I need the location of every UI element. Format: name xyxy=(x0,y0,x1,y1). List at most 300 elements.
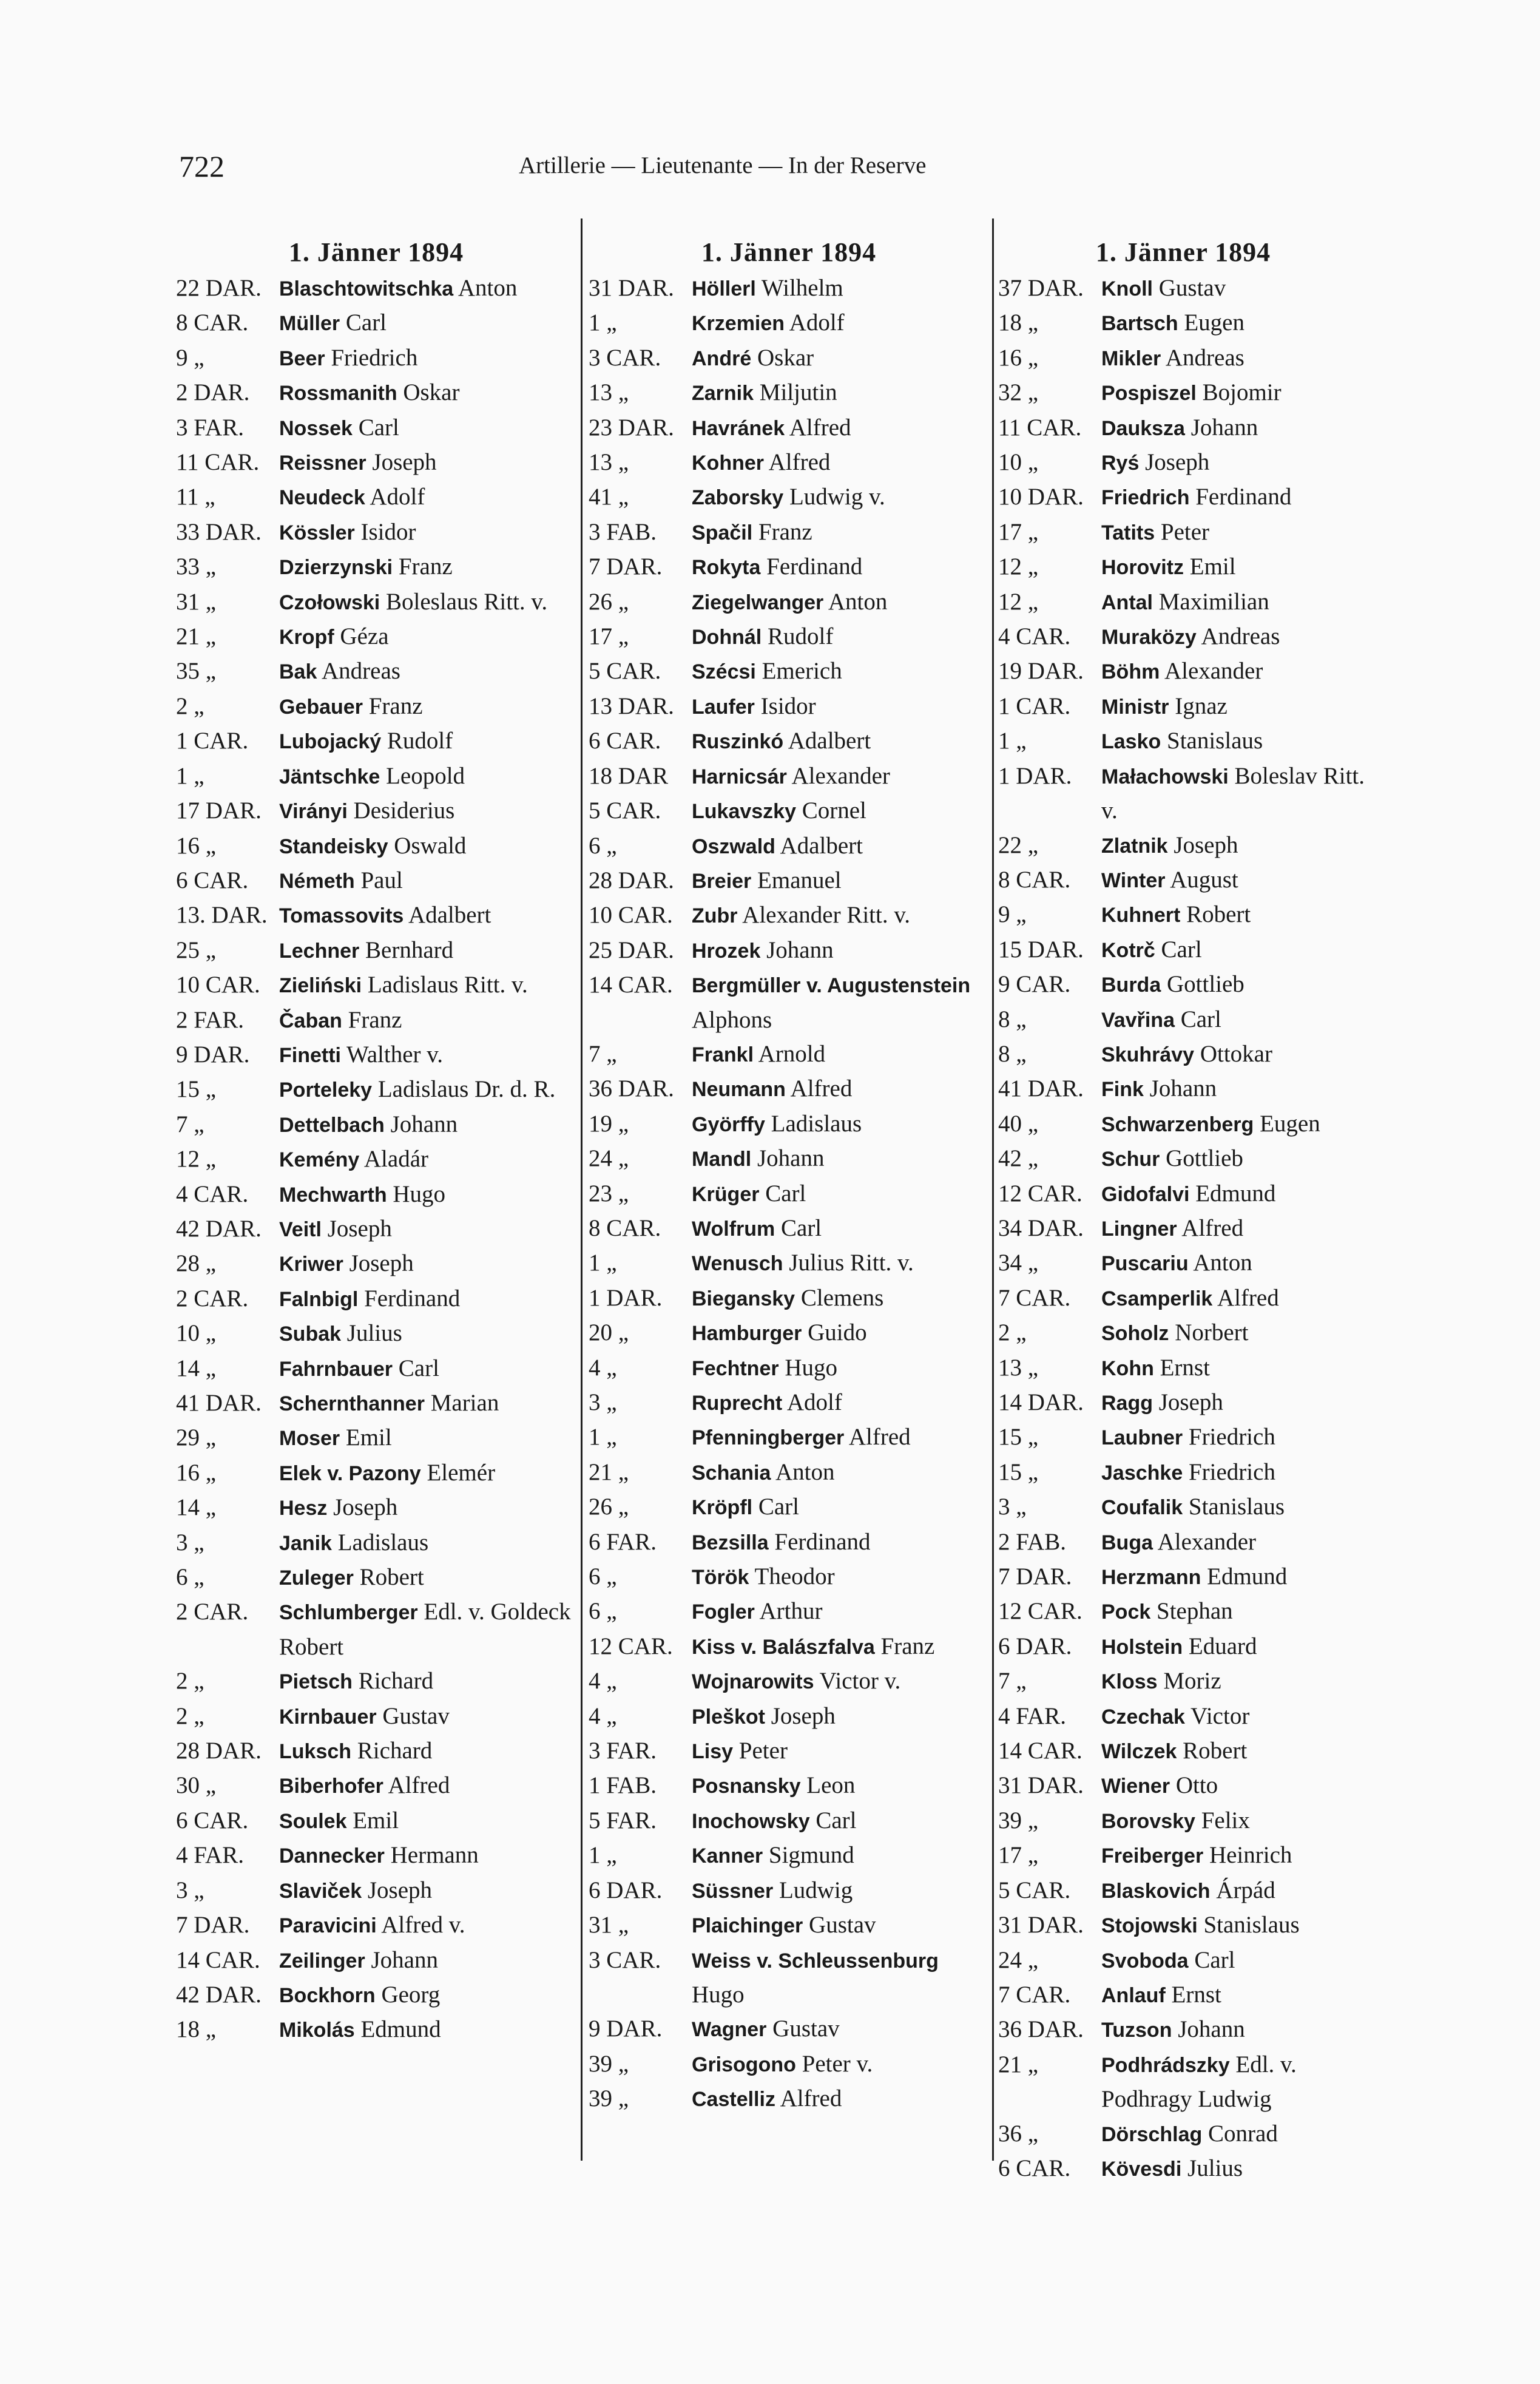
given-name: Ludwig v. xyxy=(789,484,885,510)
surname: Puscariu xyxy=(1101,1252,1189,1276)
list-item xyxy=(998,828,1368,863)
given-name: Árpád xyxy=(1216,1877,1275,1903)
surname: Falnbigl xyxy=(279,1287,359,1311)
list-item xyxy=(998,1594,1368,1629)
given-name: Carl xyxy=(1180,1006,1221,1032)
list-item xyxy=(176,1734,576,1769)
list-item xyxy=(589,1908,989,1943)
unit-number: 7 „ xyxy=(589,1040,617,1067)
unit-number: 1 „ xyxy=(589,1250,617,1276)
surname: Györffy xyxy=(692,1112,765,1136)
list-item xyxy=(998,306,1368,340)
given-name: Adolf xyxy=(789,310,845,336)
given-name: Marian xyxy=(430,1390,499,1416)
list-item xyxy=(589,1804,989,1838)
given-name: Alexander Ritt. v. xyxy=(742,902,911,929)
person-name xyxy=(279,1664,576,1699)
unit-number: 1 „ xyxy=(589,1842,617,1869)
given-name: Eugen xyxy=(1260,1110,1320,1137)
list-item xyxy=(589,933,989,968)
unit-number: 39 „ xyxy=(589,2085,629,2112)
list-item xyxy=(589,829,989,864)
list-item xyxy=(998,689,1368,724)
unit-number: 2 „ xyxy=(176,693,204,719)
given-name: Maximilian xyxy=(1158,588,1269,615)
unit-number: 41 DAR. xyxy=(998,1075,1084,1102)
given-name: Desiderius xyxy=(353,797,455,824)
given-name: Richard xyxy=(357,1738,433,1764)
surname: Veitl xyxy=(279,1217,322,1241)
surname: Małachowski xyxy=(1101,765,1229,788)
given-name: Ottokar xyxy=(1200,1040,1272,1067)
list-item xyxy=(176,864,576,898)
list-item xyxy=(998,759,1368,828)
given-name: Carl xyxy=(1194,1946,1235,1973)
surname: Blaskovich xyxy=(1101,1879,1211,1903)
unit-number: 6 DAR. xyxy=(998,1633,1072,1659)
unit-number: 6 „ xyxy=(589,832,617,859)
column-heading: 1. Jänner 1894 xyxy=(288,237,464,267)
unit-number: 1 „ xyxy=(176,762,204,789)
entry-list xyxy=(589,271,989,2117)
list-item xyxy=(589,2082,989,2116)
list-item xyxy=(176,1560,576,1595)
surname: Jäntschke xyxy=(279,765,380,788)
surname: Soholz xyxy=(1101,1322,1169,1346)
person-name xyxy=(692,898,989,933)
unit-number: 9 DAR. xyxy=(176,1041,250,1068)
given-name: Bojomir xyxy=(1202,379,1282,406)
surname: Slaviček xyxy=(279,1879,362,1903)
list-item xyxy=(176,1386,576,1421)
list-item xyxy=(589,411,989,445)
surname: Tomassovits xyxy=(279,904,404,928)
unit-number: 32 „ xyxy=(998,379,1039,406)
unit-number: 8 „ xyxy=(998,1040,1027,1067)
person-name xyxy=(279,1386,576,1421)
list-item xyxy=(176,2013,576,2047)
unit-number: 42 DAR. xyxy=(176,1981,262,2008)
given-name: Eduard xyxy=(1188,1633,1257,1659)
given-name: Isidor xyxy=(760,693,816,719)
unit-number: 8 „ xyxy=(998,1006,1027,1032)
person-name xyxy=(692,1246,989,1281)
surname: Harnicsár xyxy=(692,765,787,788)
surname: Ziegelwanger xyxy=(692,591,824,614)
person-name xyxy=(279,1908,576,1943)
given-name: Stanislaus xyxy=(1203,1912,1300,1939)
column-3 xyxy=(998,234,1368,2186)
surname: Borovsky xyxy=(1101,1809,1195,1833)
given-name: Georg xyxy=(381,1981,441,2008)
surname: Buga xyxy=(1101,1531,1153,1554)
given-name: Franz xyxy=(348,1006,402,1033)
person-name xyxy=(1101,620,1368,654)
person-name xyxy=(1101,515,1368,550)
surname: Müller xyxy=(279,312,340,336)
list-item xyxy=(589,620,989,654)
column-rule xyxy=(581,218,583,2161)
list-item xyxy=(176,1943,576,1978)
unit-number: 8 CAR. xyxy=(998,866,1071,893)
given-name: Alfred xyxy=(848,1424,911,1451)
given-name: Ernst xyxy=(1160,1354,1210,1381)
list-item xyxy=(589,689,989,724)
given-name: Johann xyxy=(390,1111,458,1137)
given-name: Adalbert xyxy=(780,832,863,859)
surname: Kohner xyxy=(692,452,764,475)
surname: Biberhofer xyxy=(279,1775,383,1798)
list-item xyxy=(998,376,1368,410)
given-name: Alfred v. xyxy=(381,1912,465,1939)
surname: Tatits xyxy=(1101,521,1155,544)
surname: Muraközy xyxy=(1101,626,1197,649)
given-name: Victor v. xyxy=(819,1668,901,1695)
given-name: Peter v. xyxy=(802,2050,873,2077)
list-item xyxy=(176,1664,576,1699)
list-item xyxy=(176,898,576,933)
surname: Horovitz xyxy=(1101,556,1184,580)
given-name: Andreas xyxy=(1201,623,1280,650)
surname: Laubner xyxy=(1101,1426,1183,1450)
list-item xyxy=(998,2048,1368,2117)
person-name xyxy=(279,1734,576,1769)
entry-list xyxy=(176,271,576,2048)
person-name xyxy=(1101,1943,1368,1978)
surname: Biegansky xyxy=(692,1287,795,1310)
surname: Fink xyxy=(1101,1078,1144,1102)
person-name xyxy=(692,1943,989,2013)
unit-number: 12 CAR. xyxy=(998,1598,1082,1625)
surname: Schwarzenberg xyxy=(1101,1112,1254,1136)
unit-number: 31 DAR. xyxy=(998,1772,1084,1799)
surname: Holstein xyxy=(1101,1635,1183,1659)
unit-number: 25 „ xyxy=(176,936,217,963)
surname: Hesz xyxy=(279,1497,328,1520)
given-name: Leopold xyxy=(386,762,465,789)
surname: Spačil xyxy=(692,521,753,544)
person-name xyxy=(1101,550,1368,584)
list-item xyxy=(176,654,576,689)
given-name: Alfred xyxy=(790,1075,853,1102)
given-name: Alfred xyxy=(388,1772,450,1799)
person-name xyxy=(279,1456,576,1491)
person-name xyxy=(1101,306,1368,340)
unit-number: 31 „ xyxy=(589,1912,629,1939)
unit-number: 3 „ xyxy=(998,1494,1027,1520)
person-name xyxy=(692,1699,989,1734)
unit-number: 4 „ xyxy=(589,1354,617,1381)
person-name xyxy=(279,341,576,376)
unit-number: 3 „ xyxy=(589,1389,617,1415)
surname: Kloss xyxy=(1101,1670,1158,1694)
given-name: Johann xyxy=(766,936,834,963)
person-name xyxy=(279,1247,576,1281)
unit-number: 13 „ xyxy=(589,379,629,406)
list-item xyxy=(176,1491,576,1525)
person-name xyxy=(692,968,989,1037)
unit-number: 12 „ xyxy=(176,1146,217,1173)
given-name: Alfred xyxy=(1181,1214,1244,1241)
given-name: Carl xyxy=(1161,936,1202,963)
unit-number: 3 FAR. xyxy=(176,414,244,441)
list-item xyxy=(998,1211,1368,1246)
surname: Mandl xyxy=(692,1148,752,1171)
surname: Zieliński xyxy=(279,974,362,998)
given-name: Franz xyxy=(758,518,812,545)
unit-number: 22 „ xyxy=(998,831,1039,858)
given-name: Carl xyxy=(758,1494,799,1520)
person-name xyxy=(1101,1281,1368,1316)
given-name: Johann xyxy=(371,1946,438,1973)
list-item xyxy=(176,1282,576,1316)
unit-number: 26 „ xyxy=(589,588,629,615)
unit-number: 9 CAR. xyxy=(998,971,1071,998)
surname: Lasko xyxy=(1101,730,1161,754)
list-item xyxy=(589,341,989,376)
given-name: Hugo xyxy=(692,1981,745,2008)
person-name xyxy=(1101,1107,1368,1142)
given-name: Robert xyxy=(1183,1738,1248,1764)
unit-number: 15 „ xyxy=(998,1424,1039,1451)
given-name: Arthur xyxy=(759,1598,823,1625)
surname: Fahrnbauer xyxy=(279,1357,393,1381)
person-name xyxy=(692,306,989,340)
list-item xyxy=(998,1664,1368,1699)
unit-number: 1 FAB. xyxy=(589,1772,657,1799)
surname: Mikolás xyxy=(279,2019,355,2042)
person-name xyxy=(1101,1978,1368,2013)
unit-number: 15 DAR. xyxy=(998,936,1084,963)
given-name: Franz xyxy=(880,1633,935,1659)
surname: Breier xyxy=(692,869,752,893)
unit-number: 3 „ xyxy=(176,1529,204,1556)
surname: Svoboda xyxy=(1101,1949,1189,1973)
list-item xyxy=(998,1107,1368,1142)
person-name xyxy=(1101,341,1368,376)
unit-number: 1 „ xyxy=(589,310,617,336)
list-item xyxy=(176,1352,576,1386)
person-name xyxy=(279,1595,576,1664)
unit-number: 2 CAR. xyxy=(176,1285,249,1312)
given-name: Anton xyxy=(458,275,518,301)
surname: Bockhorn xyxy=(279,1983,376,2007)
list-item xyxy=(998,898,1368,932)
column-rule xyxy=(992,218,994,2161)
list-item xyxy=(589,1734,989,1769)
person-name xyxy=(279,794,576,828)
surname: Ruprecht xyxy=(692,1392,783,1415)
given-name: Géza xyxy=(340,623,389,650)
unit-number: 13 DAR. xyxy=(589,693,674,719)
unit-number: 14 „ xyxy=(176,1355,217,1381)
given-name: Hugo xyxy=(785,1354,838,1381)
surname: Pfenningberger xyxy=(692,1426,845,1450)
surname: Kövesdi xyxy=(1101,2157,1182,2181)
list-item xyxy=(176,620,576,654)
person-name xyxy=(279,864,576,898)
list-item xyxy=(998,1699,1368,1734)
person-name xyxy=(692,1630,989,1664)
person-name xyxy=(1101,863,1368,898)
person-name xyxy=(279,1874,576,1908)
person-name xyxy=(692,585,989,620)
list-item xyxy=(589,1211,989,1246)
given-name: Norbert xyxy=(1175,1319,1249,1346)
given-name: Joseph xyxy=(1145,449,1210,476)
person-name xyxy=(279,411,576,445)
given-name: Guido xyxy=(808,1319,867,1346)
person-name xyxy=(692,1560,989,1594)
surname: Bezsilla xyxy=(692,1531,769,1554)
given-name: Ladislaus xyxy=(337,1529,429,1556)
list-item xyxy=(176,1595,576,1664)
person-name xyxy=(1101,2117,1368,2152)
list-item xyxy=(589,1246,989,1281)
given-name: Carl xyxy=(358,414,399,441)
unit-number: 16 „ xyxy=(998,344,1039,371)
person-name xyxy=(692,1525,989,1560)
person-name xyxy=(279,933,576,968)
surname: Tuzson xyxy=(1101,2019,1172,2042)
surname: Lisy xyxy=(692,1740,734,1764)
unit-number: 6 CAR. xyxy=(998,2155,1071,2181)
person-name xyxy=(279,1212,576,1247)
given-name: Ignaz xyxy=(1175,693,1228,719)
list-item xyxy=(176,794,576,828)
given-name: Cornel xyxy=(802,797,866,824)
list-item xyxy=(176,480,576,515)
surname: Luksch xyxy=(279,1740,352,1764)
unit-number: 6 „ xyxy=(176,1564,204,1591)
surname: Kröpfl xyxy=(692,1496,753,1520)
person-name xyxy=(1101,1769,1368,1803)
person-name xyxy=(1101,1838,1368,1873)
person-name xyxy=(692,1594,989,1629)
person-name xyxy=(279,968,576,1003)
person-name xyxy=(692,1769,989,1803)
list-item xyxy=(998,1630,1368,1664)
person-name xyxy=(1101,1734,1368,1769)
given-name: Julius xyxy=(346,1320,402,1347)
person-name xyxy=(1101,2048,1368,2117)
person-name xyxy=(1101,1874,1368,1908)
list-item xyxy=(589,1560,989,1594)
person-name xyxy=(279,1560,576,1595)
list-item xyxy=(176,1003,576,1038)
surname: Nossek xyxy=(279,416,353,440)
given-name: Anton xyxy=(1193,1250,1252,1276)
person-name xyxy=(279,1142,576,1177)
surname: Kotrč xyxy=(1101,938,1155,962)
list-item xyxy=(998,1490,1368,1525)
person-name xyxy=(279,1421,576,1455)
surname: Dettelbach xyxy=(279,1113,385,1137)
unit-number: 7 „ xyxy=(998,1668,1027,1695)
list-item xyxy=(998,1351,1368,1386)
person-name xyxy=(279,1038,576,1072)
person-name xyxy=(692,480,989,515)
unit-number: 6 CAR. xyxy=(176,867,249,893)
page-number: 722 xyxy=(179,149,225,183)
unit-number: 2 „ xyxy=(176,1668,204,1695)
person-name xyxy=(692,411,989,445)
unit-number: 25 DAR. xyxy=(589,936,674,963)
list-item xyxy=(176,1699,576,1734)
unit-number: 11 CAR. xyxy=(998,414,1082,441)
surname: Zeilinger xyxy=(279,1949,365,1973)
unit-number: 14 CAR. xyxy=(176,1946,260,1973)
unit-number: 10 „ xyxy=(998,449,1039,476)
person-name xyxy=(279,1769,576,1803)
unit-number: 16 „ xyxy=(176,832,217,859)
list-item xyxy=(589,480,989,515)
person-name xyxy=(1101,2152,1368,2186)
unit-number: 13 „ xyxy=(589,449,629,476)
given-name: Wilhelm xyxy=(761,275,843,301)
list-item xyxy=(998,933,1368,967)
unit-number: 3 „ xyxy=(176,1877,204,1903)
surname: Standeisky xyxy=(279,835,388,858)
entry-list xyxy=(998,271,1368,2186)
unit-number: 12 CAR. xyxy=(589,1633,673,1659)
unit-number: 10 CAR. xyxy=(176,972,260,998)
given-name: Johann xyxy=(757,1145,825,1172)
given-name: Alfred xyxy=(780,2085,842,2112)
list-item xyxy=(176,1526,576,1560)
person-name xyxy=(279,306,576,340)
surname: Friedrich xyxy=(1101,486,1190,510)
given-name: Ludwig xyxy=(778,1877,853,1903)
given-name: Adalbert xyxy=(408,902,491,929)
surname: Havránek xyxy=(692,416,785,440)
given-name: Gottlieb xyxy=(1166,971,1244,998)
surname: Lukavszky xyxy=(692,800,796,824)
surname: Czołowski xyxy=(279,591,380,614)
unit-number: 5 CAR. xyxy=(998,1877,1071,1903)
person-name xyxy=(692,1490,989,1525)
person-name xyxy=(279,1282,576,1316)
unit-number: 4 FAR. xyxy=(998,1702,1066,1729)
unit-number: 36 „ xyxy=(998,2120,1039,2147)
unit-number: 2 FAR. xyxy=(176,1006,244,1033)
surname: Czechak xyxy=(1101,1705,1185,1729)
person-name xyxy=(1101,1560,1368,1594)
unit-number: 17 „ xyxy=(589,623,629,650)
unit-number: 9 „ xyxy=(176,344,204,371)
list-item xyxy=(176,1108,576,1142)
given-name: Robert xyxy=(1186,901,1251,928)
surname: Ragg xyxy=(1101,1392,1153,1415)
surname: Gebauer xyxy=(279,695,363,719)
list-item xyxy=(998,515,1368,550)
column-1 xyxy=(176,234,576,2048)
unit-number: 5 CAR. xyxy=(589,797,661,824)
surname: Castelliz xyxy=(692,2088,775,2111)
person-name xyxy=(1101,1455,1368,1490)
unit-number: 12 „ xyxy=(998,588,1039,615)
person-name xyxy=(692,1281,989,1316)
given-name: Friedrich xyxy=(1188,1424,1275,1451)
person-name xyxy=(1101,411,1368,445)
list-item xyxy=(176,1247,576,1281)
surname: Hrozek xyxy=(692,939,761,963)
unit-number: 14 „ xyxy=(176,1494,217,1521)
surname: Porteleky xyxy=(279,1079,373,1102)
person-name xyxy=(1101,933,1368,967)
given-name: Gustav xyxy=(809,1912,876,1939)
unit-number: 19 DAR. xyxy=(998,658,1084,685)
